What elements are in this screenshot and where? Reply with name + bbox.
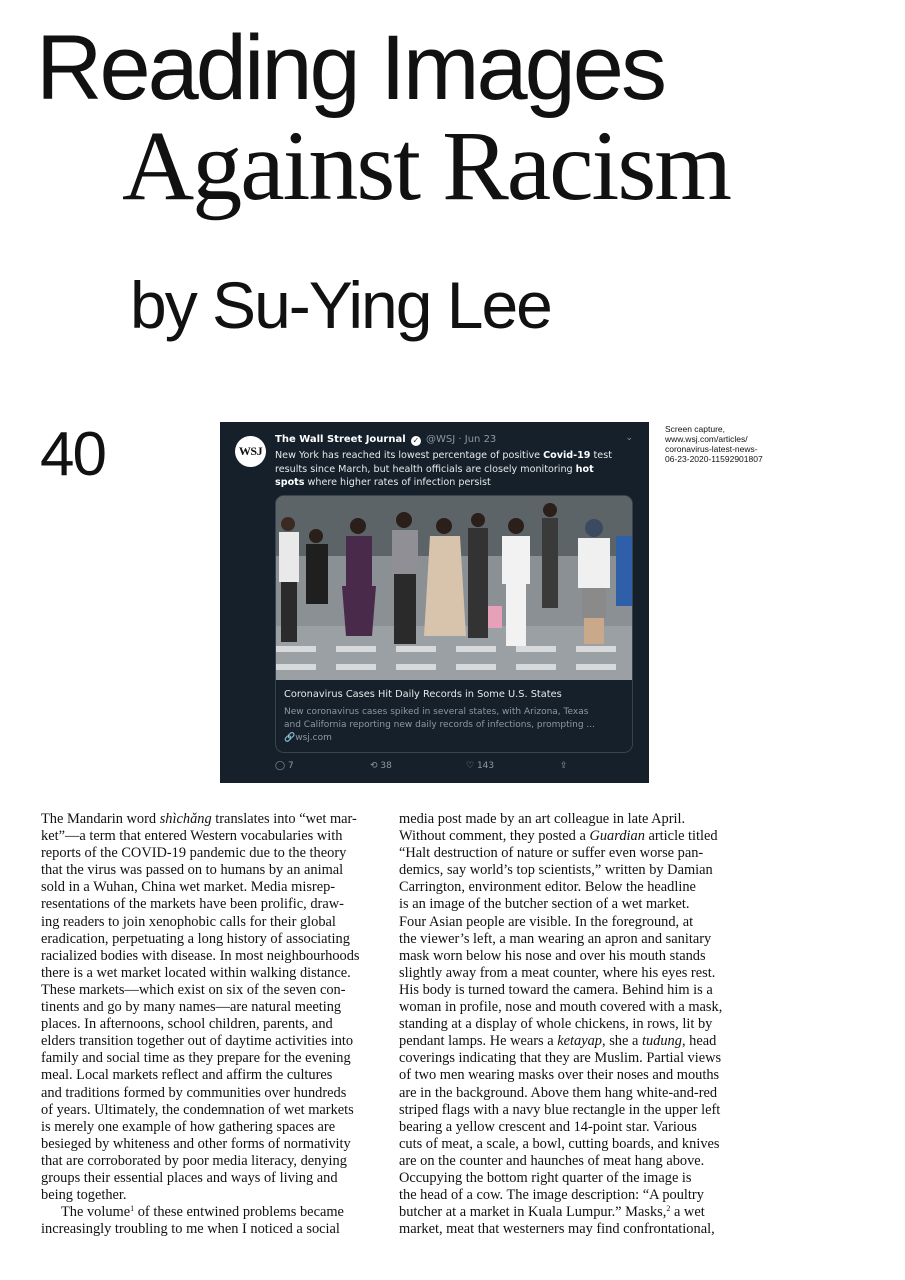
- body-line: slightly away from a meat counter, where his eyes rest.: [399, 964, 716, 981]
- text-run: of these entwined problems became: [134, 1204, 344, 1221]
- body-line: and traditions formed by communities over hundreds: [41, 1084, 347, 1101]
- wsj-avatar[interactable]: WSJ: [235, 436, 266, 467]
- card-description: [284, 706, 629, 732]
- body-line: striped flags with a navy blue rectangle in the upper left: [399, 1101, 721, 1118]
- body-line: are in the background. Above them hang white-and-red: [399, 1084, 718, 1101]
- body-line: demics, say world’s top scientists,” written by Damian: [399, 862, 713, 879]
- footnote-ref-2[interactable]: 2: [666, 1204, 671, 1214]
- caption-line: www.wsj.com/articles/: [665, 434, 748, 444]
- tweet-header: [275, 434, 496, 446]
- crowd-photo-illustration: [276, 496, 632, 680]
- title-line-2: Against Racism: [122, 110, 731, 221]
- link-card[interactable]: [275, 495, 633, 753]
- body-line: bearing a yellow crescent and 14-point star. Various: [399, 1118, 697, 1135]
- author-byline: by Su-Ying Lee: [130, 268, 551, 342]
- italic-term: ketayap: [557, 1033, 602, 1050]
- card-photo-pedestrians[interactable]: [276, 496, 632, 680]
- meta-separator: ·: [458, 434, 462, 445]
- body-line: is an image of the butcher section of a wet market.: [399, 896, 690, 913]
- italic-term: shìchǎng: [159, 811, 212, 827]
- body-column-left: [41, 811, 386, 1238]
- body-line: ket”—a term that entered Western vocabularies with: [41, 828, 343, 845]
- card-description-line: and California reporting new daily records of infections, prompting ...: [284, 720, 595, 730]
- body-line: reports of the COVID-19 pandemic due to the theory: [41, 845, 347, 862]
- image-caption: [665, 424, 775, 464]
- body-line: that the virus was passed on to humans by an animal: [41, 862, 344, 879]
- body-line: ing readers to join xenophobic calls for their global: [41, 913, 336, 930]
- caption-line: 06-23-2020-11592901807: [665, 454, 763, 464]
- retweet-button[interactable]: [370, 761, 392, 771]
- share-icon: ⇪: [560, 761, 568, 771]
- body-line: places. In afternoons, school children, parents, and: [41, 1016, 333, 1033]
- tweet-text-bold: Covid-19: [543, 450, 591, 461]
- body-line: market, meat that westerners may find confrontational,: [399, 1221, 715, 1238]
- body-line: His body is turned toward the camera. Behind him is a: [399, 981, 713, 998]
- body-line: being together.: [41, 1187, 127, 1204]
- account-handle[interactable]: @WSJ: [426, 434, 456, 445]
- link-icon: 🔗: [284, 733, 296, 743]
- body-line: [399, 828, 744, 845]
- body-line: that are corroborated by poor media literacy, denying: [41, 1152, 347, 1169]
- body-line: mask worn below his nose and over his mouth stands: [399, 947, 706, 964]
- page-number: 40: [40, 420, 105, 489]
- tweet-text-line: [275, 449, 635, 463]
- body-line: [399, 1204, 744, 1221]
- tweet-text-part: results since March, but health officials are closely monitoring: [275, 463, 576, 475]
- card-title[interactable]: Coronavirus Cases Hit Daily Records in Some U.S. States: [284, 689, 562, 700]
- tweet-date[interactable]: Jun 23: [464, 434, 497, 445]
- body-column-right: [399, 811, 744, 1238]
- text-run: , head: [681, 1033, 717, 1050]
- body-line: sold in a Wuhan, China wet market. Media misrep-: [41, 879, 336, 896]
- body-line: elders transition together out of daytime activities into: [41, 1033, 354, 1050]
- caption-line: coronavirus-latest-news-: [665, 444, 758, 454]
- body-line: increasingly troubling to me when I noticed a social: [41, 1221, 340, 1238]
- body-line: standing at a display of whole chickens, in rows, lit by: [399, 1016, 713, 1033]
- body-line: “Halt destruction of nature or suffer even worse pan-: [399, 845, 704, 862]
- text-run: , she a: [602, 1033, 642, 1050]
- card-link[interactable]: [284, 733, 332, 743]
- body-line: [41, 811, 386, 828]
- text-run: a wet: [670, 1204, 705, 1221]
- body-line: besieged by whiteness and other forms of normativity: [41, 1135, 351, 1152]
- tweet-text-bold: spots: [275, 477, 305, 488]
- body-line: media post made by an art colleague in late April.: [399, 811, 686, 827]
- text-run: Without comment, they posted a: [399, 828, 590, 845]
- body-line: tinents and go by many names—are natural meeting: [41, 999, 342, 1016]
- text-run: pendant lamps. He wears a: [399, 1033, 558, 1050]
- footnote-ref-1[interactable]: 1: [130, 1204, 135, 1214]
- text-run: article titled: [644, 828, 718, 845]
- like-count: 143: [476, 761, 495, 771]
- italic-term: Guardian: [589, 828, 645, 845]
- body-line: [41, 1204, 386, 1221]
- tweet-text-part: where higher rates of infection persist: [304, 477, 491, 488]
- card-link-text: wsj.com: [295, 733, 332, 743]
- tweet-text: [275, 449, 635, 490]
- tweet-text-part: test: [590, 450, 612, 461]
- tweet-screenshot: [220, 422, 649, 783]
- body-line: the viewer’s left, a man wearing an apron and sanitary: [399, 930, 712, 947]
- body-line: These markets—which exist on six of the seven con-: [41, 981, 346, 998]
- body-line: are on the counter and haunches of meat hang above.: [399, 1152, 705, 1169]
- retweet-count: 38: [380, 761, 392, 771]
- tweet-text-line: [275, 476, 635, 490]
- share-button[interactable]: [560, 761, 568, 771]
- tweet-text-part: New York has reached its lowest percentage of positive: [275, 450, 544, 461]
- reply-icon: ◯: [275, 761, 286, 771]
- body-line: of years. Ultimately, the condemnation of wet markets: [41, 1101, 354, 1118]
- title-line-1: Reading Images: [36, 17, 664, 119]
- body-line: there is a wet market located within walking distance.: [41, 964, 351, 981]
- reply-button[interactable]: [275, 761, 294, 771]
- body-line: woman in profile, nose and mouth covered with a mask,: [399, 999, 723, 1016]
- body-line: coverings indicating that they are Muslim. Partial views: [399, 1050, 722, 1067]
- body-line: is merely one example of how gathering spaces are: [41, 1118, 336, 1135]
- like-button[interactable]: [466, 761, 494, 771]
- retweet-icon: ⟲: [370, 761, 378, 771]
- tweet-text-line: [275, 463, 635, 477]
- verified-badge-icon: ✓: [412, 436, 420, 445]
- reply-count: 7: [287, 761, 294, 771]
- body-line: the head of a cow. The image description: “A poultry: [399, 1187, 704, 1204]
- body-line: [399, 1033, 744, 1050]
- body-line: Carrington, environment editor. Below the headline: [399, 879, 696, 896]
- body-line: cuts of meat, a scale, a bowl, cutting boards, and knives: [399, 1135, 720, 1152]
- body-line: of two men wearing masks over their noses and mouths: [399, 1067, 720, 1084]
- body-line: eradication, perpetuating a long history of associating: [41, 930, 350, 947]
- body-line: resentations of the markets have been prolific, draw-: [41, 896, 344, 913]
- text-run: butcher at a market in Kuala Lumpur.” Masks,: [399, 1204, 667, 1221]
- body-line: groups their essential places and ways of living and: [41, 1169, 338, 1186]
- body-line: Occupying the bottom right quarter of the image is: [399, 1169, 692, 1186]
- chevron-down-icon[interactable]: ⌄: [625, 433, 633, 443]
- heart-icon: ♡: [466, 761, 475, 771]
- card-description-line: New coronavirus cases spiked in several states, with Arizona, Texas: [284, 707, 589, 717]
- body-line: meal. Local markets reflect and affirm the cultures: [41, 1067, 333, 1084]
- account-name[interactable]: The Wall Street Journal: [275, 434, 406, 445]
- caption-line: Screen capture,: [665, 424, 726, 434]
- text-run: The Mandarin word: [41, 811, 160, 827]
- body-line: Four Asian people are visible. In the foreground, at: [399, 913, 694, 930]
- text-run: translates into “wet mar-: [211, 811, 357, 827]
- tweet-text-bold: hot: [575, 463, 594, 475]
- italic-term: tudung: [641, 1033, 682, 1050]
- body-line: racialized bodies with disease. In most neighbourhoods: [41, 947, 360, 964]
- body-line: family and social time as they prepare for the evening: [41, 1050, 351, 1067]
- text-run: The volume: [61, 1204, 131, 1221]
